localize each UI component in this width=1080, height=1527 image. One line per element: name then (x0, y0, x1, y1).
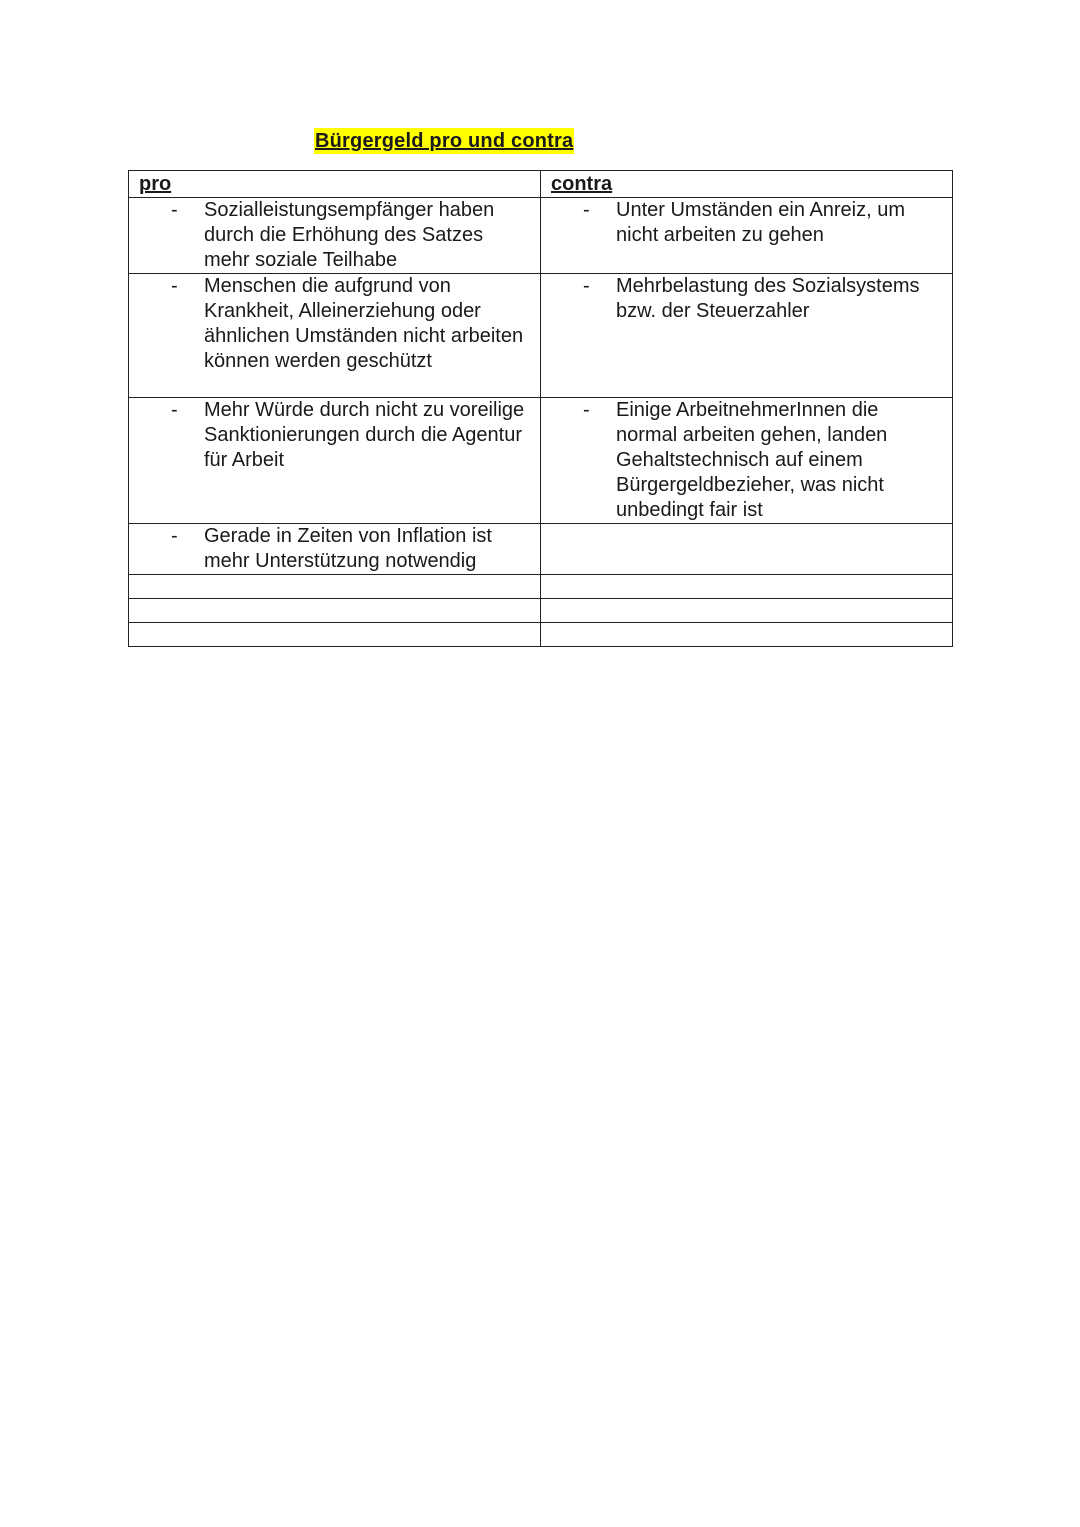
pro-item (129, 198, 540, 273)
contra-item-text: Unter Umständen ein Anreiz, um nicht arbeiten zu gehen (616, 199, 906, 246)
pro-cell (129, 398, 541, 524)
pro-item-text: Gerade in Zeiten von Inflation ist mehr Unterstützung notwendig (204, 525, 492, 572)
table-row (129, 524, 953, 575)
bullet-dash: - (583, 275, 590, 297)
contra-item-text: Einige ArbeitnehmerInnen die normal arbeiten gehen, landen Gehaltstechnisch auf einem Bürgergeldbezieher, was nicht unbedingt fair ist (616, 399, 888, 521)
table-row-empty (129, 575, 953, 599)
contra-header-cell (541, 171, 953, 198)
contra-item (541, 274, 952, 324)
contra-item-text: Mehrbelastung des Sozialsystems bzw. der Steuerzahler (616, 275, 920, 322)
pro-item-text: Menschen die aufgrund von Krankheit, Alleinerziehung oder ähnlichen Umständen nicht arbeiten können werden geschützt (204, 275, 524, 372)
table-row-empty (129, 599, 953, 623)
bullet-dash: - (583, 399, 590, 421)
bullet-dash: - (171, 199, 178, 221)
contra-cell (541, 198, 953, 274)
contra-header: contra (551, 173, 613, 195)
contra-cell (541, 398, 953, 524)
pro-header-cell (129, 171, 541, 198)
pro-cell-empty (129, 575, 541, 599)
pro-cell (129, 524, 541, 575)
contra-item (541, 198, 952, 248)
pro-contra-table (128, 170, 953, 647)
pro-item-text: Sozialleistungsempfänger haben durch die Erhöhung des Satzes mehr soziale Teilhabe (204, 199, 495, 271)
pro-cell-empty (129, 623, 541, 647)
pro-item-text: Mehr Würde durch nicht zu voreilige Sanktionierungen durch die Agentur für Arbeit (204, 399, 525, 471)
pro-item (129, 274, 540, 374)
table-row (129, 274, 953, 398)
bullet-dash: - (583, 199, 590, 221)
contra-cell-empty (541, 599, 953, 623)
pro-item (129, 524, 540, 574)
table-row-empty (129, 623, 953, 647)
contra-cell (541, 274, 953, 398)
document-title: Bürgergeld pro und contra (315, 130, 574, 152)
pro-cell-empty (129, 599, 541, 623)
bullet-dash: - (171, 525, 178, 547)
table-row (129, 398, 953, 524)
contra-cell-empty (541, 524, 953, 575)
contra-cell-empty (541, 575, 953, 599)
table-header-row (129, 171, 953, 198)
table-row (129, 198, 953, 274)
pro-item (129, 398, 540, 473)
pro-header: pro (139, 173, 172, 195)
bullet-dash: - (171, 275, 178, 297)
contra-cell-empty (541, 623, 953, 647)
contra-item (541, 398, 952, 523)
pro-cell (129, 198, 541, 274)
bullet-dash: - (171, 399, 178, 421)
pro-cell (129, 274, 541, 398)
